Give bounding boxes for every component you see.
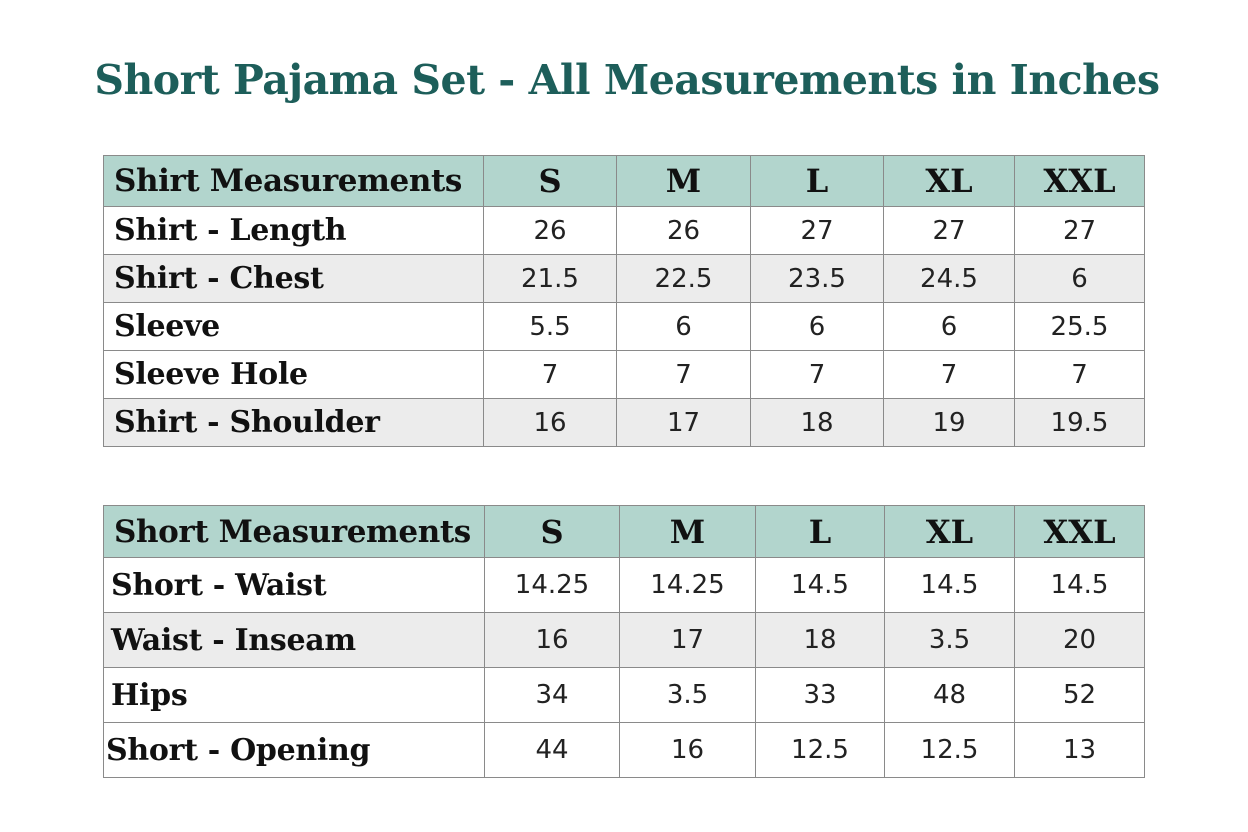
measurement-value: 27 [751,207,884,255]
table-row [104,351,1145,399]
measurement-value: 14.25 [620,558,756,613]
measurement-value: 17 [617,399,751,447]
measurement-value: 33 [756,668,885,723]
measurement-value: 18 [751,399,884,447]
measurement-value: 12.5 [885,723,1015,778]
measurement-value: 19.5 [1015,399,1145,447]
measurement-value: 3.5 [885,613,1015,668]
table-header-row [104,156,1145,207]
size-header-xxl: XXL [1015,156,1145,207]
measurement-value: 7 [884,351,1015,399]
measurement-value: 17 [620,613,756,668]
measurement-label: Sleeve [104,303,484,351]
measurement-value: 44 [485,723,620,778]
table-row [104,207,1145,255]
measurement-value: 16 [620,723,756,778]
measurement-value: 27 [884,207,1015,255]
size-header-m: M [620,506,756,558]
table-row [104,668,1145,723]
size-header-xxl: XXL [1015,506,1145,558]
size-header-s: S [485,506,620,558]
measurement-value: 7 [484,351,617,399]
measurement-label: Short - Opening [104,723,485,778]
table-row [104,255,1145,303]
measurement-value: 16 [484,399,617,447]
measurement-value: 27 [1015,207,1145,255]
measurement-label: Sleeve Hole [104,351,484,399]
table-title-cell: Shirt Measurements [104,156,484,207]
size-header-xl: XL [884,156,1015,207]
measurement-label: Short - Waist [104,558,485,613]
measurement-value: 23.5 [751,255,884,303]
measurement-value: 6 [617,303,751,351]
measurement-value: 14.5 [756,558,885,613]
measurement-value: 52 [1015,668,1145,723]
measurement-value: 6 [751,303,884,351]
measurement-value: 26 [484,207,617,255]
table-row [104,723,1145,778]
measurement-value: 7 [617,351,751,399]
shirt-measurements-table [103,155,1145,447]
measurement-label: Shirt - Chest [104,255,484,303]
measurement-value: 3.5 [620,668,756,723]
measurement-label: Hips [104,668,485,723]
size-header-xl: XL [885,506,1015,558]
measurement-value: 18 [756,613,885,668]
measurement-value: 6 [1015,255,1145,303]
measurement-value: 5.5 [484,303,617,351]
table-row [104,613,1145,668]
shirt-table-body [104,156,1145,447]
table-row [104,399,1145,447]
measurement-label: Shirt - Length [104,207,484,255]
size-header-m: M [617,156,751,207]
measurement-label: Shirt - Shoulder [104,399,484,447]
size-header-s: S [484,156,617,207]
measurement-value: 24.5 [884,255,1015,303]
measurement-value: 20 [1015,613,1145,668]
measurement-value: 6 [884,303,1015,351]
measurement-value: 34 [485,668,620,723]
measurement-value: 22.5 [617,255,751,303]
table-row [104,303,1145,351]
measurement-value: 26 [617,207,751,255]
measurement-value: 19 [884,399,1015,447]
measurement-value: 14.5 [1015,558,1145,613]
short-measurements-table [103,505,1145,778]
measurement-value: 7 [751,351,884,399]
table-header-row [104,506,1145,558]
measurement-value: 14.5 [885,558,1015,613]
measurement-label: Waist - Inseam [104,613,485,668]
measurement-value: 7 [1015,351,1145,399]
size-header-l: L [756,506,885,558]
measurement-value: 16 [485,613,620,668]
measurement-value: 13 [1015,723,1145,778]
measurement-value: 12.5 [756,723,885,778]
short-table-body [104,506,1145,778]
measurement-value: 14.25 [485,558,620,613]
size-header-l: L [751,156,884,207]
measurement-value: 21.5 [484,255,617,303]
measurement-value: 25.5 [1015,303,1145,351]
measurement-value: 48 [885,668,1015,723]
table-row [104,558,1145,613]
table-title-cell: Short Measurements [104,506,485,558]
page-title: Short Pajama Set - All Measurements in Inches [94,56,1160,104]
